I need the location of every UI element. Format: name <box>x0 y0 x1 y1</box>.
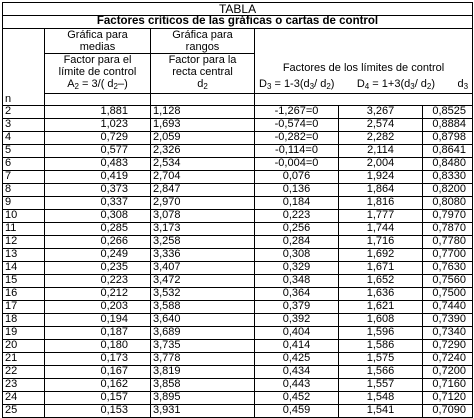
cell-D4: 1,777 <box>339 209 423 222</box>
cell-n: 25 <box>3 404 45 417</box>
cell-d3: 0,8480 <box>423 157 473 170</box>
title-row <box>3 3 473 16</box>
cell-n: 10 <box>3 209 45 222</box>
header-rangos-l1: Gráfica para <box>172 29 233 41</box>
cell-D4: 1,864 <box>339 183 423 196</box>
cell-D4: 1,548 <box>339 391 423 404</box>
cell-d2: 3,689 <box>151 326 255 339</box>
cell-n: 20 <box>3 339 45 352</box>
D4-formula: = 1+3(d <box>369 78 411 90</box>
a2-symbol-sub: 2 <box>74 82 79 91</box>
cell-d3: 0,7500 <box>423 287 473 300</box>
cell-D3: 0,392 <box>255 313 339 326</box>
cell-d2: 2,704 <box>151 170 255 183</box>
cell-D4: 1,692 <box>339 248 423 261</box>
header-medias <box>45 29 151 54</box>
cell-D4: 1,671 <box>339 261 423 274</box>
cell-n: 21 <box>3 352 45 365</box>
header-factor-symbols <box>257 78 470 93</box>
cell-d2: 3,931 <box>151 404 255 417</box>
cell-a2: 0,194 <box>45 313 151 326</box>
table-row <box>3 105 473 118</box>
cell-D3: 0,434 <box>255 365 339 378</box>
d2-symbol-sub: 2 <box>203 82 208 91</box>
cell-n: 9 <box>3 196 45 209</box>
cell-D3: 0,136 <box>255 183 339 196</box>
header-factores-pad <box>255 94 473 106</box>
cell-d2: 3,778 <box>151 352 255 365</box>
table-title: TABLA <box>3 3 473 16</box>
cell-D3: 0,443 <box>255 378 339 391</box>
cell-a2: 0,223 <box>45 274 151 287</box>
header-d2-l2: recta central <box>172 66 233 78</box>
cell-D3: 0,223 <box>255 209 339 222</box>
cell-D3: -0,282=0 <box>255 131 339 144</box>
cell-D3: -0,004=0 <box>255 157 339 170</box>
cell-a2: 0,373 <box>45 183 151 196</box>
cell-a2: 0,180 <box>45 339 151 352</box>
cell-a2: 0,187 <box>45 326 151 339</box>
cell-D3: 0,425 <box>255 352 339 365</box>
cell-d2: 3,640 <box>151 313 255 326</box>
table-row <box>3 404 473 417</box>
cell-a2: 0,173 <box>45 352 151 365</box>
cell-D4: 1,557 <box>339 378 423 391</box>
table-row <box>3 365 473 378</box>
header-n-row <box>3 94 473 106</box>
cell-d2: 3,173 <box>151 222 255 235</box>
cell-D3: 0,414 <box>255 339 339 352</box>
cell-D4: 1,608 <box>339 313 423 326</box>
D3-symbol-sub: 3 <box>266 82 272 91</box>
cell-d3: 0,7870 <box>423 222 473 235</box>
D4-formula-sub2: 2 <box>426 82 432 91</box>
cell-n: 24 <box>3 391 45 404</box>
header-medias-l1: Gráfica para <box>67 29 128 41</box>
cell-a2: 1,023 <box>45 118 151 131</box>
cell-n: 18 <box>3 313 45 326</box>
cell-D4: 2,114 <box>339 144 423 157</box>
cell-d2: 2,059 <box>151 131 255 144</box>
table-row <box>3 274 473 287</box>
cell-d3: 0,7290 <box>423 339 473 352</box>
cell-d2: 3,258 <box>151 235 255 248</box>
cell-a2: 0,729 <box>45 131 151 144</box>
cell-D4: 1,716 <box>339 235 423 248</box>
header-d2-l3 <box>153 78 252 93</box>
D4-formula-sub: 3 <box>410 82 415 91</box>
header-rangos-l2: rangos <box>185 41 220 53</box>
cell-D4: 2,574 <box>339 118 423 131</box>
table-row <box>3 352 473 365</box>
d2-symbol: d <box>197 78 204 90</box>
cell-d3: 0,7160 <box>423 378 473 391</box>
cell-n: 14 <box>3 261 45 274</box>
header-d2 <box>151 54 255 94</box>
table-row <box>3 287 473 300</box>
cell-a2: 0,235 <box>45 261 151 274</box>
d3-symbol: d <box>457 78 464 90</box>
header-a2-l1: Factor para el <box>63 54 132 66</box>
header-blank <box>3 29 45 94</box>
cell-d3: 0,7780 <box>423 235 473 248</box>
header-blank-right <box>255 29 473 54</box>
header-n: n <box>3 94 45 106</box>
cell-n: 7 <box>3 170 45 183</box>
header-row-2 <box>3 54 473 94</box>
cell-d2: 2,326 <box>151 144 255 157</box>
D4-symbol: D <box>356 78 365 90</box>
table-row <box>3 118 473 131</box>
cell-a2: 0,249 <box>45 248 151 261</box>
cell-D4: 1,566 <box>339 365 423 378</box>
cell-a2: 0,308 <box>45 209 151 222</box>
D3-formula-sub: 3 <box>309 82 315 91</box>
cell-d3: 0,7240 <box>423 352 473 365</box>
cell-D3: 0,348 <box>255 274 339 287</box>
cell-D3: 0,459 <box>255 404 339 417</box>
cell-D3: 0,329 <box>255 261 339 274</box>
D4-formula-end: ) <box>431 78 436 90</box>
cell-D3: 0,184 <box>255 196 339 209</box>
table-row <box>3 326 473 339</box>
header-d3 <box>457 78 468 93</box>
cell-d2: 3,819 <box>151 365 255 378</box>
table-row <box>3 183 473 196</box>
cell-a2: 0,285 <box>45 222 151 235</box>
cell-D3: 0,284 <box>255 235 339 248</box>
a2-formula-sub: 2 <box>113 82 118 91</box>
cell-a2: 0,337 <box>45 196 151 209</box>
D3-formula: = 1-3(d <box>271 78 310 90</box>
header-a2-l2: límite de control <box>58 66 137 78</box>
cell-d2: 3,895 <box>151 391 255 404</box>
cell-n: 13 <box>3 248 45 261</box>
cell-d2: 3,336 <box>151 248 255 261</box>
a2-symbol: A <box>67 78 75 90</box>
cell-n: 22 <box>3 365 45 378</box>
header-medias-l2: medias <box>79 41 116 53</box>
cell-a2: 0,167 <box>45 365 151 378</box>
cell-d3: 0,8884 <box>423 118 473 131</box>
cell-a2: 0,162 <box>45 378 151 391</box>
header-factores <box>255 54 473 94</box>
cell-n: 17 <box>3 300 45 313</box>
D4-formula-mid: / d <box>414 78 427 90</box>
header-row-1 <box>3 29 473 54</box>
table-row <box>3 144 473 157</box>
subtitle-row <box>3 16 473 29</box>
cell-a2: 0,419 <box>45 170 151 183</box>
table-row <box>3 339 473 352</box>
header-D3 <box>259 78 334 93</box>
cell-D3: 0,256 <box>255 222 339 235</box>
cell-D3: 0,379 <box>255 300 339 313</box>
d3-symbol-sub: 3 <box>463 82 469 91</box>
a2-formula: = 3/( d <box>79 78 114 90</box>
cell-D4: 1,575 <box>339 352 423 365</box>
cell-d3: 0,8525 <box>423 105 473 118</box>
control-chart-factors-table <box>2 2 473 418</box>
table-row <box>3 209 473 222</box>
cell-n: 15 <box>3 274 45 287</box>
table-row <box>3 248 473 261</box>
D3-formula-end: ) <box>330 78 335 90</box>
cell-d3: 0,7700 <box>423 248 473 261</box>
cell-a2: 1,881 <box>45 105 151 118</box>
cell-D3: -0,114=0 <box>255 144 339 157</box>
cell-d2: 2,847 <box>151 183 255 196</box>
cell-D4: 3,267 <box>339 105 423 118</box>
D3-formula-mid: / d <box>314 78 327 90</box>
cell-a2: 0,266 <box>45 235 151 248</box>
cell-D3: -0,574=0 <box>255 118 339 131</box>
cell-d2: 3,735 <box>151 339 255 352</box>
table-row <box>3 300 473 313</box>
cell-d2: 3,407 <box>151 261 255 274</box>
cell-d3: 0,8200 <box>423 183 473 196</box>
cell-a2: 0,212 <box>45 287 151 300</box>
header-factores-label: Factores de los límites de control <box>282 62 445 74</box>
cell-D4: 2,282 <box>339 131 423 144</box>
cell-d3: 0,8330 <box>423 170 473 183</box>
cell-n: 6 <box>3 157 45 170</box>
cell-D4: 1,652 <box>339 274 423 287</box>
cell-D4: 1,744 <box>339 222 423 235</box>
cell-D3: 0,076 <box>255 170 339 183</box>
header-rangos <box>151 29 255 54</box>
header-a2-pad <box>45 94 151 106</box>
header-d2-pad <box>151 94 255 106</box>
cell-n: 3 <box>3 118 45 131</box>
cell-n: 11 <box>3 222 45 235</box>
cell-a2: 0,203 <box>45 300 151 313</box>
cell-n: 4 <box>3 131 45 144</box>
cell-n: 8 <box>3 183 45 196</box>
table-row <box>3 157 473 170</box>
cell-D4: 2,004 <box>339 157 423 170</box>
cell-D3: 0,308 <box>255 248 339 261</box>
cell-d2: 3,078 <box>151 209 255 222</box>
table-row <box>3 131 473 144</box>
table-row <box>3 261 473 274</box>
table-row <box>3 222 473 235</box>
table-subtitle: Factores críticos de las gráficas o cartas de control <box>3 16 473 29</box>
cell-d2: 1,128 <box>151 105 255 118</box>
cell-D4: 1,636 <box>339 287 423 300</box>
cell-d2: 3,472 <box>151 274 255 287</box>
cell-d3: 0,7630 <box>423 261 473 274</box>
cell-d2: 2,534 <box>151 157 255 170</box>
cell-D4: 1,541 <box>339 404 423 417</box>
cell-d3: 0,7090 <box>423 404 473 417</box>
cell-D4: 1,586 <box>339 339 423 352</box>
cell-D4: 1,924 <box>339 170 423 183</box>
table-row <box>3 313 473 326</box>
cell-D4: 1,816 <box>339 196 423 209</box>
table-row <box>3 196 473 209</box>
cell-d3: 0,7440 <box>423 300 473 313</box>
D3-symbol: D <box>259 78 267 90</box>
cell-D3: 0,404 <box>255 326 339 339</box>
cell-d2: 3,588 <box>151 300 255 313</box>
D4-symbol-sub: 4 <box>364 82 370 91</box>
table-row <box>3 391 473 404</box>
cell-a2: 0,153 <box>45 404 151 417</box>
cell-d3: 0,7120 <box>423 391 473 404</box>
cell-a2: 0,157 <box>45 391 151 404</box>
cell-d2: 1,693 <box>151 118 255 131</box>
cell-n: 2 <box>3 105 45 118</box>
cell-d3: 0,7560 <box>423 274 473 287</box>
cell-n: 12 <box>3 235 45 248</box>
cell-n: 19 <box>3 326 45 339</box>
cell-d2: 3,858 <box>151 378 255 391</box>
cell-n: 23 <box>3 378 45 391</box>
header-a2-l3 <box>47 78 148 93</box>
header-d2-l1: Factor para la <box>168 54 237 66</box>
cell-d2: 2,970 <box>151 196 255 209</box>
table-row <box>3 170 473 183</box>
cell-a2: 0,577 <box>45 144 151 157</box>
cell-n: 16 <box>3 287 45 300</box>
cell-d3: 0,7970 <box>423 209 473 222</box>
table-row <box>3 378 473 391</box>
cell-D4: 1,621 <box>339 300 423 313</box>
header-D4 <box>357 78 435 93</box>
table-row <box>3 235 473 248</box>
cell-d2: 3,532 <box>151 287 255 300</box>
cell-D3: 0,364 <box>255 287 339 300</box>
a2-formula-end: –) <box>118 78 128 90</box>
cell-d3: 0,8080 <box>423 196 473 209</box>
header-a2 <box>45 54 151 94</box>
cell-d3: 0,7390 <box>423 313 473 326</box>
cell-d3: 0,7340 <box>423 326 473 339</box>
D3-formula-sub2: 2 <box>326 82 331 91</box>
cell-d3: 0,7200 <box>423 365 473 378</box>
cell-D3: 0,452 <box>255 391 339 404</box>
cell-a2: 0,483 <box>45 157 151 170</box>
cell-d3: 0,8641 <box>423 144 473 157</box>
cell-D3: -1,267=0 <box>255 105 339 118</box>
cell-D4: 1,596 <box>339 326 423 339</box>
cell-n: 5 <box>3 144 45 157</box>
cell-d3: 0,8798 <box>423 131 473 144</box>
